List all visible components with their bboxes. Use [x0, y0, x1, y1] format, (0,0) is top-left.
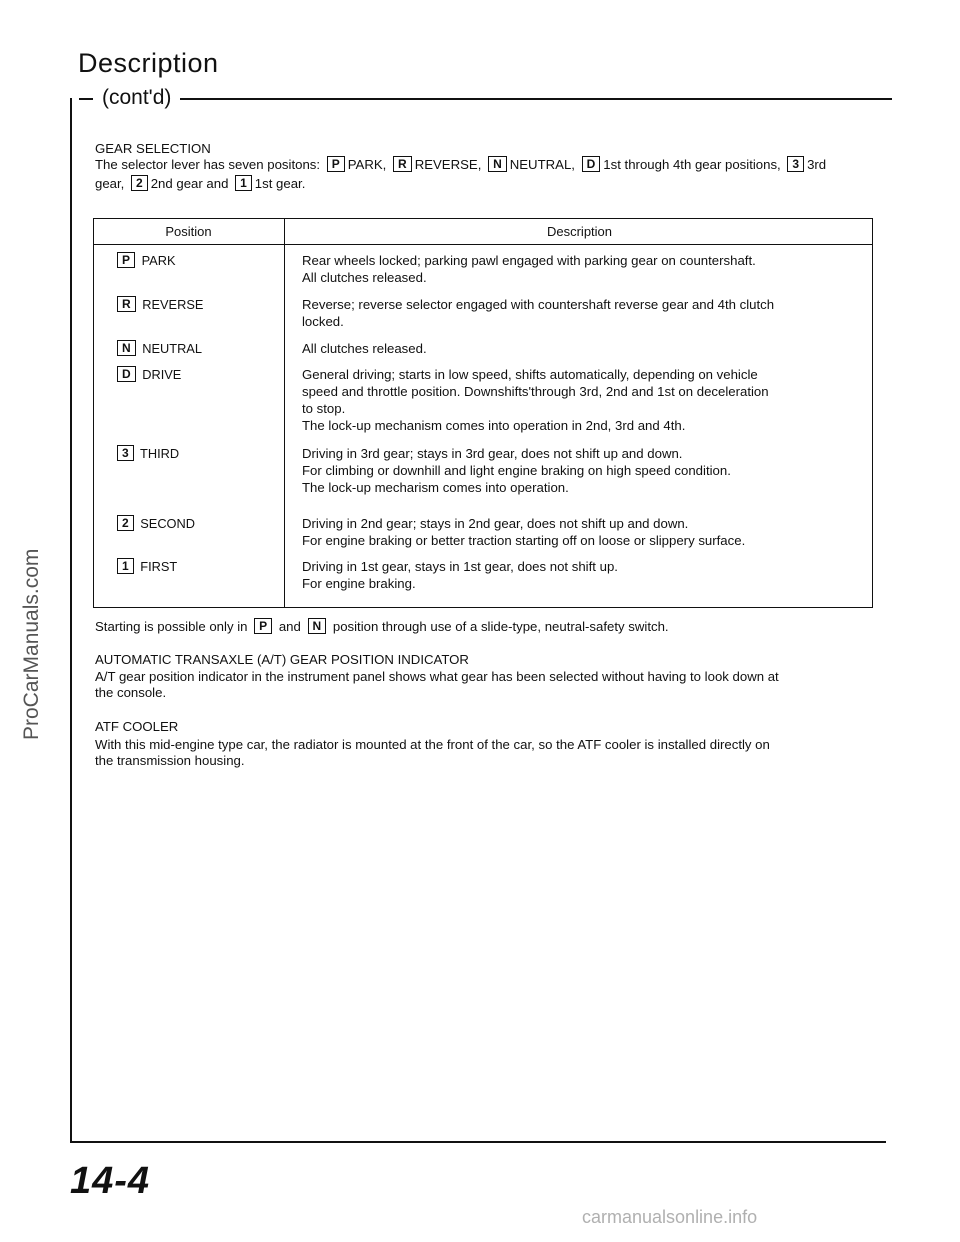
table-row-description: [302, 558, 862, 592]
and-text: and: [278, 619, 301, 634]
table-header-divider: [93, 244, 873, 245]
drive-text: 1st through 4th gear positions,: [603, 157, 781, 172]
key-r: R: [393, 156, 412, 172]
left-margin-rule: [70, 98, 72, 1141]
description-line: Driving in 1st gear, stays in 1st gear, does not shift up.: [302, 559, 618, 574]
key-d: D: [117, 366, 136, 382]
key-n: N: [117, 340, 136, 356]
intro-text: The selector lever has seven positons:: [95, 157, 321, 172]
starting-note: [95, 618, 669, 635]
table-row-position: [114, 515, 195, 531]
indicator-line1: A/T gear position indicator in the instrument panel shows what gear has been selected without having to look down at: [95, 669, 779, 684]
key-1: 1: [117, 558, 134, 574]
table-row-description: [302, 340, 862, 357]
gear-selection-heading: GEAR SELECTION: [95, 141, 211, 156]
table-header-description: Description: [546, 224, 613, 239]
key-n: N: [308, 618, 327, 634]
key-p: P: [327, 156, 345, 172]
table-row-position: [114, 340, 202, 356]
gear-selection-line1: [95, 156, 826, 173]
page-title: Description: [78, 48, 219, 78]
reverse-text: REVERSE,: [414, 157, 482, 172]
page-subtitle: (cont'd): [102, 86, 172, 109]
table-row-description: [302, 366, 862, 434]
description-line: All clutches released.: [302, 270, 427, 285]
description-line: Driving in 2nd gear; stays in 2nd gear, does not shift up and down.: [302, 516, 689, 531]
position-label: NEUTRAL: [142, 341, 202, 356]
table-row-position: [114, 252, 175, 268]
description-line: Rear wheels locked; parking pawl engaged with parking gear on countershaft.: [302, 253, 756, 268]
position-label: PARK: [141, 253, 176, 268]
table-row-description: [302, 252, 862, 286]
key-p: P: [254, 618, 272, 634]
key-2: 2: [117, 515, 134, 531]
cooler-heading: ATF COOLER: [95, 719, 179, 734]
table-row-description: [302, 296, 862, 330]
table-row-description: [302, 515, 862, 549]
description-line: Driving in 3rd gear; stays in 3rd gear, does not shift up and down.: [302, 446, 683, 461]
gear-selection-line2: [95, 175, 305, 192]
key-d: D: [582, 156, 601, 172]
side-watermark: ProCarManuals.com: [20, 548, 43, 740]
bottom-rule: [70, 1141, 886, 1143]
position-label: DRIVE: [142, 367, 182, 382]
description-line: For engine braking or better traction starting off on loose or slippery surface.: [302, 533, 746, 548]
starting-post-text: position through use of a slide-type, neutral-safety switch.: [332, 619, 669, 634]
position-label: THIRD: [140, 446, 180, 461]
table-row-position: [114, 445, 179, 461]
cooler-line1: With this mid-engine type car, the radiator is mounted at the front of the car, so the ATF cooler is installed directly on: [95, 737, 770, 752]
key-p: P: [117, 252, 135, 268]
key-3: 3: [117, 445, 134, 461]
gear-text: gear,: [95, 176, 125, 191]
description-line: speed and throttle position. Downshifts'through 3rd, 2nd and 1st on deceleration: [302, 384, 769, 399]
key-3: 3: [787, 156, 804, 172]
key-r: R: [117, 296, 136, 312]
header-rule: [180, 98, 892, 100]
description-line: The lock-up mechanism comes into operation in 2nd, 3rd and 4th.: [302, 418, 686, 433]
footer-watermark: carmanualsonline.info: [582, 1207, 758, 1227]
second-text: 2nd gear and: [150, 176, 229, 191]
description-line: Reverse; reverse selector engaged with countershaft reverse gear and 4th clutch: [302, 297, 775, 312]
key-n: N: [488, 156, 507, 172]
position-label: REVERSE: [142, 297, 204, 312]
indicator-line2: the console.: [95, 685, 167, 700]
table-header-position: Position: [165, 224, 212, 239]
third-text: 3rd: [807, 157, 827, 172]
position-label: FIRST: [140, 559, 178, 574]
page-number: 14-4: [70, 1160, 151, 1202]
description-line: For climbing or downhill and light engine braking on high speed condition.: [302, 463, 731, 478]
header-rule-tick: [79, 98, 93, 100]
description-line: to stop.: [302, 401, 346, 416]
description-line: locked.: [302, 314, 344, 329]
description-line: The lock-up mecharism comes into operation.: [302, 480, 569, 495]
starting-text: Starting is possible only in: [95, 619, 248, 634]
cooler-line2: the transmission housing.: [95, 753, 245, 768]
table-row-position: [114, 296, 203, 312]
table-row-position: [114, 366, 181, 382]
first-text: 1st gear.: [254, 176, 306, 191]
table-column-divider: [284, 218, 285, 608]
description-line: General driving; starts in low speed, shifts automatically, depending on vehicle: [302, 367, 758, 382]
position-label: SECOND: [140, 516, 195, 531]
description-line: For engine braking.: [302, 576, 416, 591]
table-row-description: [302, 445, 862, 496]
table-row-position: [114, 558, 177, 574]
description-line: All clutches released.: [302, 341, 427, 356]
park-text: PARK,: [347, 157, 387, 172]
indicator-heading: AUTOMATIC TRANSAXLE (A/T) GEAR POSITION INDICATOR: [95, 652, 469, 667]
neutral-text: NEUTRAL,: [509, 157, 575, 172]
key-2: 2: [131, 175, 148, 191]
key-1: 1: [235, 175, 252, 191]
